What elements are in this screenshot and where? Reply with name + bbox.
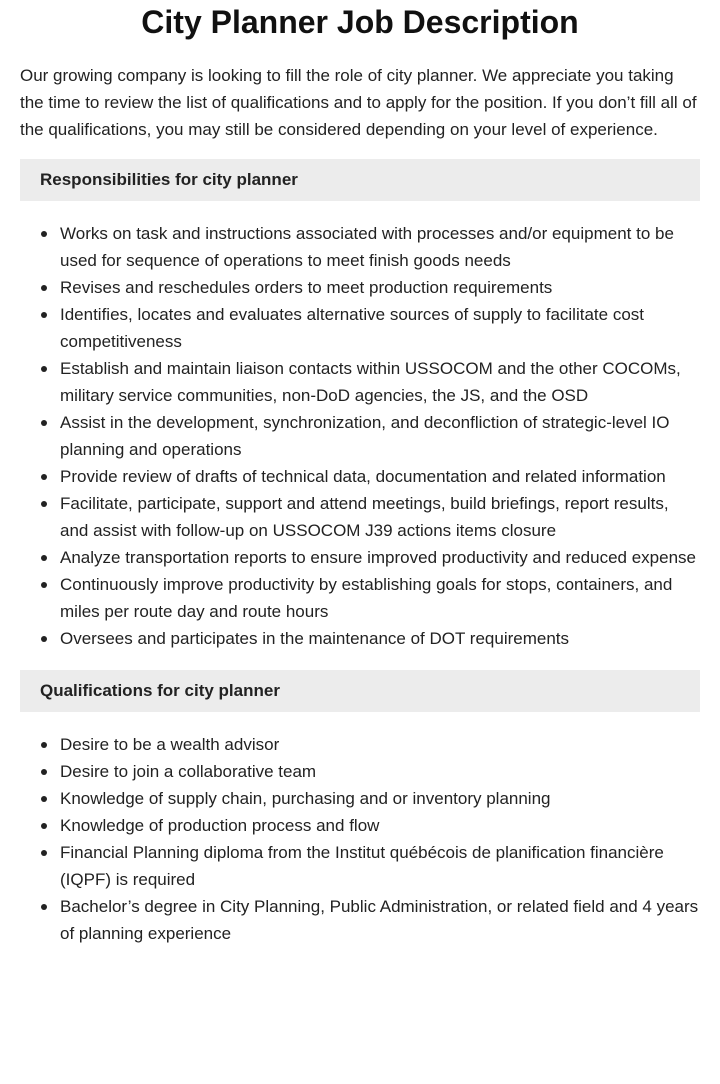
qualifications-heading: Qualifications for city planner — [20, 670, 700, 712]
bullet-icon — [41, 366, 47, 372]
list-item — [60, 274, 700, 301]
bullet-icon — [41, 555, 47, 561]
bullet-icon — [41, 769, 47, 775]
list-item — [60, 301, 700, 355]
list-item — [60, 785, 700, 812]
responsibilities-list — [20, 220, 700, 652]
list-item-text: Facilitate, participate, support and attend meetings, build briefings, report results, and assist with follow-up on USSOCOM J39 actions items closure — [60, 494, 669, 540]
list-item-text: Bachelor’s degree in City Planning, Public Administration, or related field and 4 years of planning experience — [60, 897, 699, 943]
list-item-text: Desire to be a wealth advisor — [60, 735, 280, 754]
list-item — [60, 490, 700, 544]
bullet-icon — [41, 474, 47, 480]
bullet-icon — [41, 850, 47, 856]
bullet-icon — [41, 501, 47, 507]
list-item — [60, 731, 700, 758]
list-item-text: Revises and reschedules orders to meet production requirements — [60, 278, 553, 297]
bullet-icon — [41, 285, 47, 291]
list-item — [60, 758, 700, 785]
list-item-text: Identifies, locates and evaluates alternative sources of supply to facilitate cost competitiveness — [60, 305, 644, 351]
bullet-icon — [41, 742, 47, 748]
list-item-text: Desire to join a collaborative team — [60, 762, 317, 781]
bullet-icon — [41, 582, 47, 588]
list-item — [60, 409, 700, 463]
list-item-text: Knowledge of supply chain, purchasing and or inventory planning — [60, 789, 551, 808]
list-item-text: Works on task and instructions associated with processes and/or equipment to be used for sequence of operations to meet finish goods needs — [60, 224, 674, 270]
list-item-text: Establish and maintain liaison contacts within USSOCOM and the other COCOMs, military service communities, non-DoD agencies, the JS, and the OSD — [60, 359, 681, 405]
bullet-icon — [41, 231, 47, 237]
bullet-icon — [41, 904, 47, 910]
bullet-icon — [41, 796, 47, 802]
bullet-icon — [41, 420, 47, 426]
list-item — [60, 839, 700, 893]
list-item-text: Financial Planning diploma from the Institut québécois de planification financière (IQPF) is required — [60, 843, 664, 889]
intro-paragraph: Our growing company is looking to fill the role of city planner. We appreciate you taking the time to review the list of qualifications and to apply for the position. If you don’t fill all of the qualifications, you may still be considered depending on your level of experience. — [20, 66, 697, 139]
list-item-text: Provide review of drafts of technical data, documentation and related information — [60, 467, 666, 486]
qualifications-list — [20, 731, 700, 947]
list-item — [60, 463, 700, 490]
list-item-text: Knowledge of production process and flow — [60, 816, 380, 835]
list-item — [60, 571, 700, 625]
list-item — [60, 625, 700, 652]
list-item — [60, 355, 700, 409]
bullet-icon — [41, 312, 47, 318]
bullet-icon — [41, 823, 47, 829]
list-item — [60, 544, 700, 571]
list-item-text: Oversees and participates in the maintenance of DOT requirements — [60, 629, 570, 648]
list-item-text: Analyze transportation reports to ensure improved productivity and reduced expense — [60, 548, 696, 567]
list-item — [60, 220, 700, 274]
bullet-icon — [41, 636, 47, 642]
page-title: City Planner Job Description — [141, 4, 579, 40]
list-item — [60, 812, 700, 839]
responsibilities-heading: Responsibilities for city planner — [20, 159, 700, 201]
list-item-text: Continuously improve productivity by establishing goals for stops, containers, and miles per route day and route hours — [60, 575, 673, 621]
list-item — [60, 893, 700, 947]
list-item-text: Assist in the development, synchronization, and deconfliction of strategic-level IO planning and operations — [60, 413, 670, 459]
